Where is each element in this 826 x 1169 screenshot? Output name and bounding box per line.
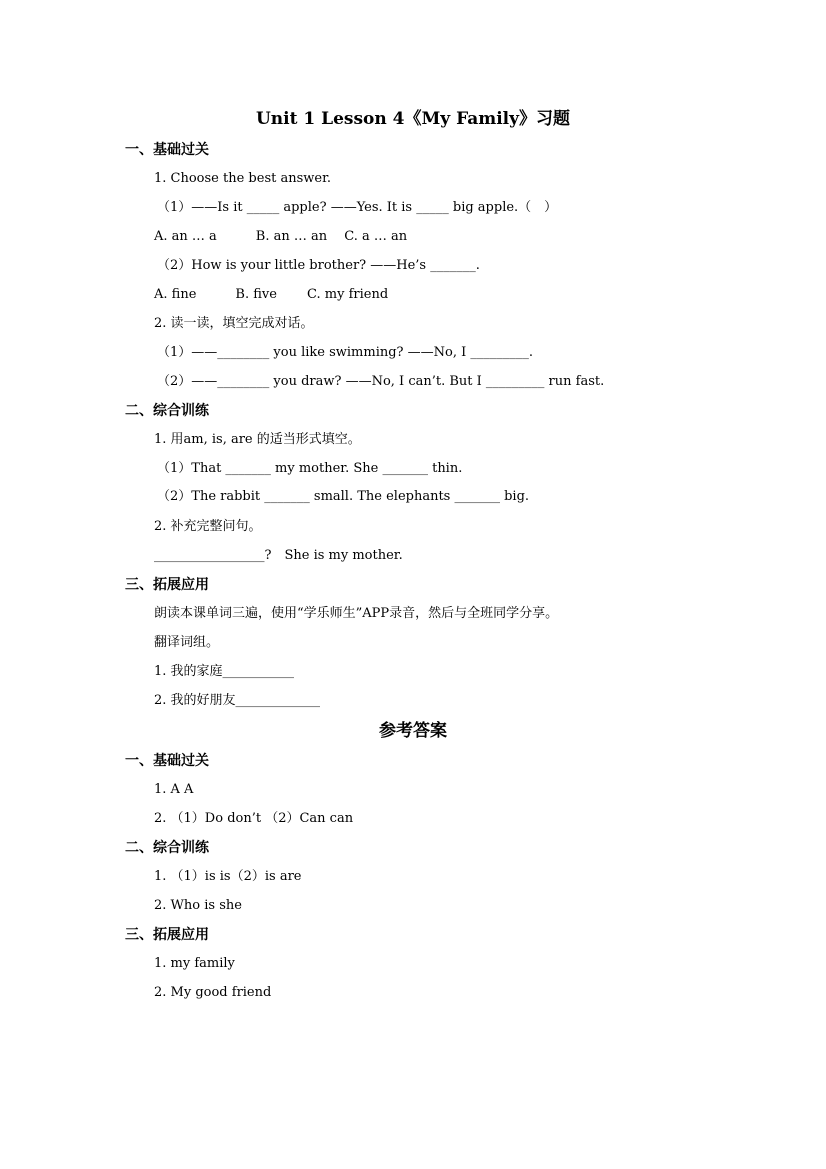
- answers-title: 参考答案: [379, 721, 447, 741]
- answer-line: 2. My good friend: [154, 985, 272, 1000]
- section3-line: 朗读本课单词三遍，使用“学乐师生”APP录音，然后与全班同学分享。: [154, 606, 559, 621]
- answers-section2-heading: 二、综合训练: [125, 840, 209, 856]
- section2-heading: 二、综合训练: [125, 403, 209, 419]
- section1-line: （2）How is your little brother? ——He’s _______.: [157, 258, 480, 273]
- section1-line: （1）——________ you like swimming? ——No, I _________.: [157, 345, 534, 360]
- section2-line: _________________? She is my mother.: [154, 548, 403, 563]
- section3-line: 1. 我的家庭___________: [154, 664, 295, 679]
- section2-line: 2. 补充完整问句。: [154, 519, 262, 534]
- section1-heading: 一、基础过关: [125, 142, 209, 158]
- section2-line: （2）The rabbit _______ small. The elephants _______ big.: [157, 489, 530, 504]
- section2-line: （1）That _______ my mother. She _______ thin.: [157, 461, 463, 476]
- section2-line: 1. 用am, is, are 的适当形式填空。: [154, 432, 361, 447]
- section1-line: A. fine B. five C. my friend: [154, 287, 389, 302]
- answer-line: 2. （1）Do don’t （2）Can can: [154, 811, 354, 826]
- section3-line: 翻译词组。: [154, 635, 220, 650]
- answer-line: 2. Who is she: [154, 898, 242, 913]
- answers-section1-heading: 一、基础过关: [125, 753, 209, 769]
- section1-line: 1. Choose the best answer.: [154, 171, 332, 186]
- section1-line: A. an … a B. an … an C. a … an: [154, 229, 408, 244]
- answer-line: 1. （1）is is（2）is are: [154, 869, 302, 884]
- section1-line: （1）——Is it _____ apple? ——Yes. It is _____ big apple.（ ）: [157, 200, 558, 215]
- section1-line: （2）——________ you draw? ——No, I can’t. But I _________ run fast.: [157, 374, 605, 389]
- answer-line: 1. A A: [154, 782, 194, 797]
- page-title: Unit 1 Lesson 4《My Family》习题: [255, 109, 571, 129]
- answer-line: 1. my family: [154, 956, 235, 971]
- section3-heading: 三、拓展应用: [125, 577, 209, 593]
- section3-line: 2. 我的好朋友_____________: [154, 693, 321, 708]
- section1-line: 2. 读一读，填空完成对话。: [154, 316, 314, 331]
- answers-section3-heading: 三、拓展应用: [125, 927, 209, 943]
